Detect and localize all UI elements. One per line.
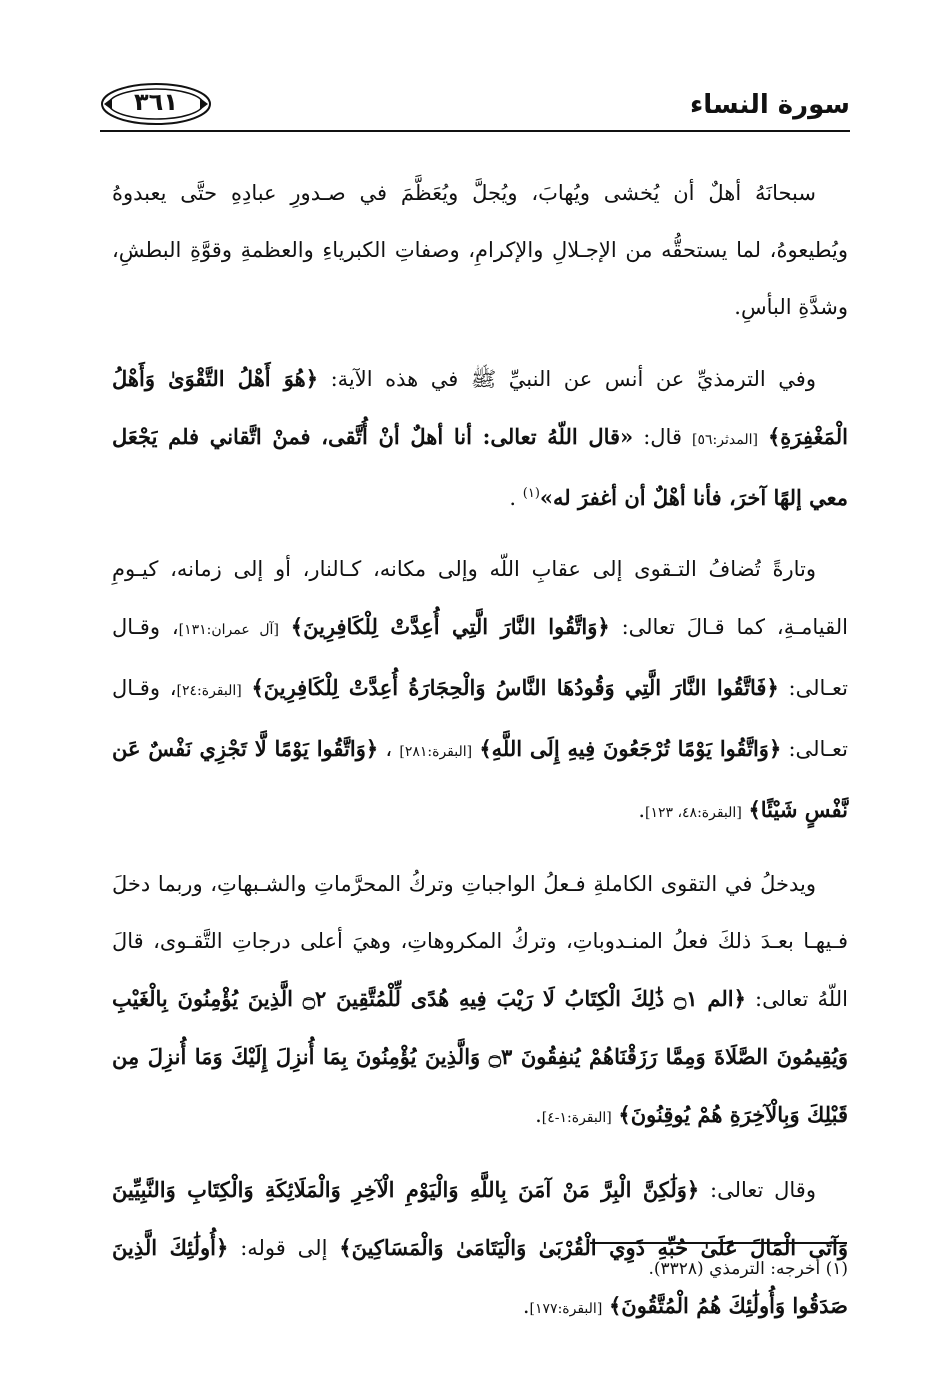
paragraph-end: . [638,798,646,822]
paragraph-text: إلى قوله: [240,1236,328,1260]
verse-reference: [البقرة:٤٨، ١٢٣] [645,805,742,821]
paragraph-end: . [509,486,517,510]
footnote: (١) أخرجه: الترمذي (٣٣٢٨). [648,1259,848,1279]
verse-reference: [المدثر:٥٦] [692,432,758,448]
verse-reference: [آل عمران:١٣١] [178,622,279,638]
paragraph-text: قال: [643,425,682,449]
hadith-text: «قال اللّهُ تعالى: أنا أهلٌ أنْ أُتَّقى، فمنْ اتَّقاني فلم يَجْعَل معي إلهًا آخرَ، فأنا أهْلٌ أن أغفرَ له» [112,424,848,510]
quran-verse: ﴿وَاتَّقُوا يَوْمًا لَّا تَجْزِي نَفْسٌ عَن نَّفْسٍ شَيْئًا﴾ [112,736,848,822]
paragraph-end: . [535,1103,542,1127]
paragraph-3 [112,541,848,842]
quran-verse: ﴿فَاتَّقُوا النَّارَ الَّتِي وَقُودُهَا النَّاسُ وَالْحِجَارَةُ أُعِدَّتْ لِلْكَافِرِينَ﴾ [251,675,779,700]
main-text [112,165,848,1352]
quran-verse: ﴿وَاتَّقُوا يَوْمًا تُرْجَعُونَ فِيهِ إِلَى اللَّهِ﴾ [479,736,782,761]
quran-verse: ﴿الم ۝١ ذَٰلِكَ الْكِتَابُ لَا رَيْبَ فِيهِ هُدًى لِّلْمُتَّقِينَ ۝٢ الَّذِينَ يُؤْمِنُونَ بِالْغَيْبِ وَيُقِيمُونَ الصَّلَاةَ وَمِمَّا رَزَقْنَاهُمْ يُنفِقُونَ ۝٣ وَالَّذِينَ يُؤْمِنُونَ بِمَا أُنزِلَ إِلَيْكَ وَمَا أُنزِلَ مِن قَبْلِكَ وَبِالْآخِرَةِ هُمْ يُوقِنُونَ﴾ [112,986,848,1127]
quran-verse: ﴿هُوَ أَهْلُ التَّقْوَىٰ وَأَهْلُ الْمَغْفِرَةِ﴾ [112,366,849,449]
paragraph-text: وفي الترمذيِّ عن أنس عن النبيِّ ﷺ في هذه الآية: [330,367,816,391]
paragraph-5 [112,1161,848,1338]
paragraph-end: . [522,1294,530,1318]
footnote-divider [590,1242,847,1244]
quran-verse: ﴿وَلَٰكِنَّ الْبِرَّ مَنْ آمَنَ بِاللَّهِ وَالْيَوْمِ الْآخِرِ وَالْمَلَائِكَةِ وَالْكِتَابِ وَالنَّبِيِّينَ وَآتَى الْمَالَ عَلَىٰ حُبِّهِ ذَوِي الْقُرْبَىٰ وَالْيَتَامَىٰ وَالْمَسَاكِينَ﴾ [112,1177,848,1260]
paragraph-text: سبحانَهُ أهلٌ أن يُخشى ويُهابَ، ويُجلَّ ويُعَظَّمَ في صـدورِ عبادِهِ حتَّى يعبدوهُ ويُطيعوهُ، لما يستحقُّه من الإجـلالِ والإكرامِ، وصفاتِ الكبرياءِ والعظمةِ وقوَّةِ البطشِ، وشدَّةِ البأسِ. [112,181,848,319]
verse-reference: [البقرة:١٧٧] [529,1301,603,1317]
surah-title: سورة النساء [689,90,850,120]
quran-verse: ﴿وَاتَّقُوا النَّارَ الَّتِي أُعِدَّتْ لِلْكَافِرِينَ﴾ [290,614,610,639]
paragraph-text: ويدخلُ في التقوى الكاملةِ فـعلُ الواجباتِ وتركُ المحرَّماتِ والشـبهاتِ، وربما دخلَ فـيهـا بعـدَ ذلكَ فعلُ المنـدوباتِ، وتركُ المكروهاتِ، وهيَ أعلى درجاتِ التَّقـوى، قالَ اللّهُ تعالى: [112,872,848,1011]
paragraph-text: ، [385,737,393,761]
quran-verse: ﴿أُولَٰئِكَ الَّذِينَ صَدَقُوا وَأُولَٰئِكَ هُمُ الْمُتَّقُونَ﴾ [112,1235,848,1318]
verse-reference: [البقرة:١-٤] [541,1110,612,1126]
paragraph-4 [112,856,848,1147]
page-number: ٣٦١ [134,88,178,116]
verse-reference: [البقرة:٢٤] [176,683,242,699]
paragraph-text: وقال تعالى: [710,1178,816,1202]
paragraph-2 [112,350,848,527]
paragraph-1 [112,165,848,336]
paragraph-text: ، وقـال تعـالى: [112,676,848,761]
verse-reference: [البقرة:٢٨١] [399,744,473,760]
header-divider [100,130,850,132]
page-header [100,80,850,140]
page-number-badge [100,82,212,126]
footnote-marker: (١) [522,486,540,501]
paragraph-text: ، وقـال تعـالى: [112,615,849,700]
paragraph-text: وتارةً تُضافُ التـقوى إلى عقابِ اللّه وإلى مكانه، كـالنار، أو إلى زمانه، كيـومِ القيامـةِ، كما قـالَ تعالى: [112,557,848,639]
